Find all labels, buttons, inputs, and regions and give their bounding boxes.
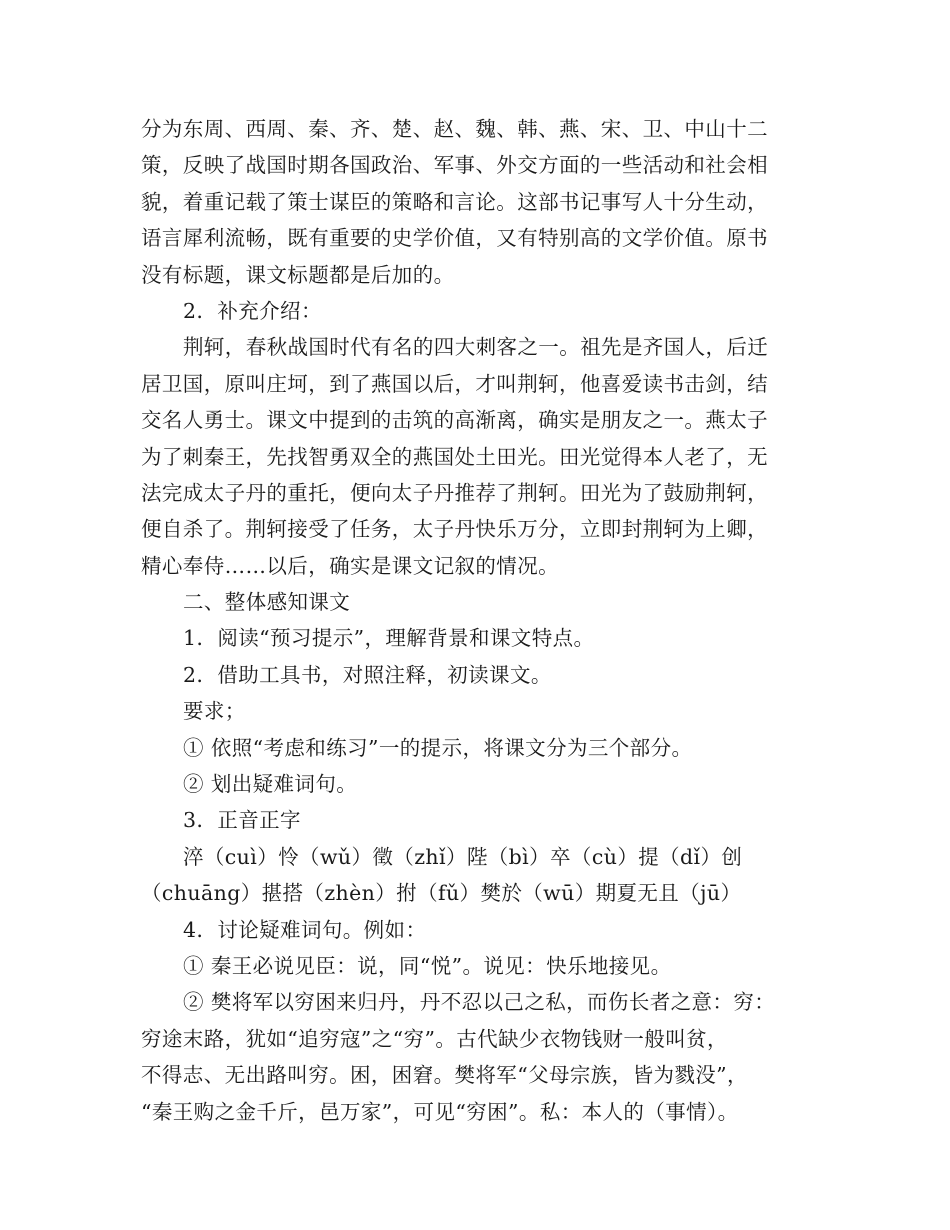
text-line: 4．讨论疑难词句。例如：	[183, 917, 427, 942]
text-line: 淬（cuì）怜（wǔ）徵（zhǐ）陛（bì）卒（cù）提（dǐ）创	[183, 844, 743, 869]
text-line: “秦王购之金千斤，邑万家”，可见“穷困”。私：本人的（事情）。	[141, 1099, 739, 1124]
text-line: 分为东周、西周、秦、齐、楚、赵、魏、韩、燕、宋、卫、中山十二	[141, 117, 768, 141]
text-line: ① 秦王必说见臣：说，同“悦”。说见：快乐地接见。	[183, 953, 672, 978]
text-line: 便自杀了。荆轲接受了任务，太子丹快乐万分，立即封荆轲为上卿，	[141, 517, 768, 542]
text-line: 语言犀利流畅，既有重要的史学价值，又有特别高的文学价值。原书	[141, 226, 768, 251]
text-line: 精心奉侍……以后，确实是课文记叙的情况。	[141, 553, 559, 578]
text-line: 二、整体感知课文	[183, 590, 351, 615]
text-line: 荆轲，春秋战国时代有名的四大刺客之一。祖先是齐国人，后迁	[183, 335, 769, 360]
text-line: 策，反映了战国时期各国政治、军事、外交方面的一些活动和社会相	[141, 153, 768, 178]
text-line: （chuāng）揕搭（zhèn）拊（fǔ）樊於（wū）期夏无且（jū）	[141, 881, 742, 906]
text-line: 1．阅读“预习提示”，理解背景和课文特点。	[183, 626, 595, 651]
text-line: 穷途末路，犹如“追穷寇”之“穷”。古代缺少衣物钱财一般叫贫，	[141, 1026, 728, 1051]
text-line: 为了刺秦王，先找智勇双全的燕国处土田光。田光觉得本人老了，无	[141, 444, 768, 469]
text-line: 貌，着重记载了策士谋臣的策略和言论。这部书记事写人十分生动，	[141, 189, 768, 214]
text-line: ② 划出疑难词句。	[183, 772, 358, 797]
text-line: 2．借助工具书，对照注释，初读课文。	[183, 662, 552, 687]
text-line: ① 依照“考虑和练习”一的提示，将课文分为三个部分。	[183, 735, 693, 760]
text-line: 居卫国，原叫庄坷，到了燕国以后，才叫荆轲，他喜爱读书击剑，结	[141, 371, 768, 396]
text-line: 3．正音正字	[183, 808, 301, 833]
text-line: ② 樊将军以穷困来归丹，丹不忍以己之私，而伤长者之意：穷：	[183, 990, 776, 1015]
text-line: 交名人勇士。课文中提到的击筑的高渐离，确实是朋友之一。燕太子	[141, 408, 768, 433]
document-body	[141, 111, 821, 1130]
text-line: 不得志、无出路叫穷。困，困窘。樊将军“父母宗族，皆为戮没”，	[141, 1063, 748, 1088]
text-line: 2．补充介绍：	[183, 298, 322, 323]
text-line: 要求；	[183, 699, 246, 724]
text-line: 法完成太子丹的重托，便向太子丹推荐了荆轲。田光为了鼓励荆轲，	[141, 480, 768, 505]
text-line: 没有标题，课文标题都是后加的。	[141, 262, 455, 287]
